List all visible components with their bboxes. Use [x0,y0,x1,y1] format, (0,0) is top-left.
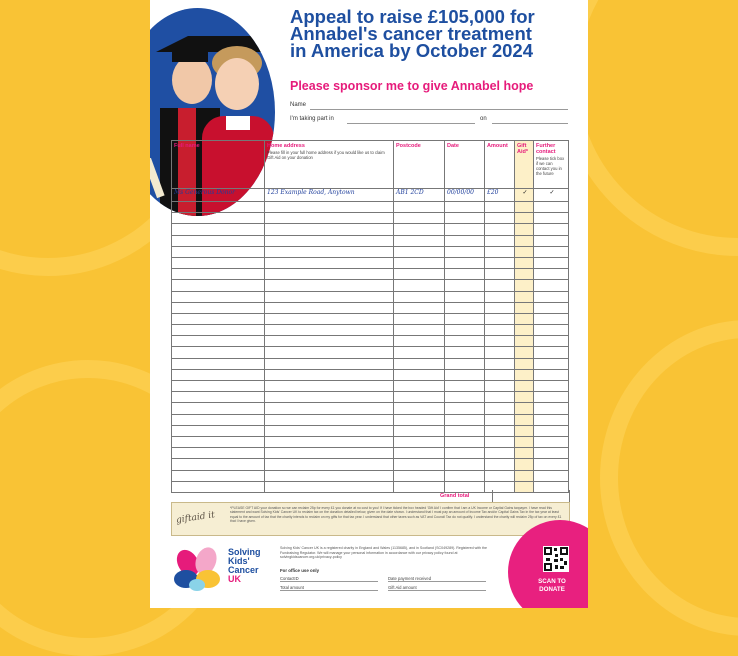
gift-aid-cell[interactable] [515,436,534,447]
date-cell[interactable] [445,481,485,492]
name-field[interactable] [310,109,568,110]
address-cell[interactable] [265,481,394,492]
amount-cell[interactable] [485,302,515,313]
address-cell[interactable] [265,392,394,403]
postcode-cell[interactable] [394,302,445,313]
date-cell[interactable] [445,414,485,425]
postcode-cell[interactable] [394,381,445,392]
example-row [172,189,569,202]
date-cell[interactable] [445,202,485,213]
date-cell[interactable] [445,280,485,291]
address-cell[interactable] [265,246,394,257]
contact-cell[interactable] [534,358,569,369]
table-row [172,459,569,470]
gift-aid-amount-field[interactable]: Gift Aid amount [388,585,486,591]
address-cell[interactable] [265,325,394,336]
charity-logo-icon [172,545,230,593]
full-name-cell[interactable] [172,436,265,447]
on-label: on [480,116,487,122]
legal-text: Solving Kids' Cancer UK is a registered charity in England and Wales (1135685), and in Scotland (SC049289). Registered with the Fundraising Regulator. We will manage your personal information in accordance with our privacy policy found at solvingkidscancer.org.uk/privacy-policy [280,546,488,560]
contact-cell[interactable] [534,347,569,358]
amount-cell[interactable] [485,381,515,392]
gift-aid-cell[interactable] [515,313,534,324]
full-name-cell[interactable] [172,235,265,246]
full-name-cell[interactable] [172,313,265,324]
date-cell[interactable] [445,369,485,380]
contact-cell[interactable] [534,403,569,414]
amount-cell[interactable] [485,414,515,425]
child-left-face [172,56,212,104]
address-cell[interactable] [265,403,394,414]
amount-cell[interactable] [485,313,515,324]
contact-cell[interactable] [534,235,569,246]
contact-cell[interactable] [534,213,569,224]
full-name-cell[interactable] [172,470,265,481]
contact-cell[interactable] [534,381,569,392]
total-amount-field[interactable]: Total amount [280,585,378,591]
full-name-cell[interactable] [172,414,265,425]
full-name-cell[interactable] [172,459,265,470]
address-cell[interactable] [265,459,394,470]
gift-aid-cell[interactable] [515,347,534,358]
appeal-subtitle: Please sponsor me to give Annabel hope [290,79,534,93]
contact-cell[interactable] [534,470,569,481]
contact-cell[interactable] [534,280,569,291]
table-row [172,325,569,336]
address-cell[interactable] [265,302,394,313]
table-row [172,414,569,425]
postcode-cell[interactable] [394,392,445,403]
table-row [172,403,569,414]
date-cell[interactable] [445,302,485,313]
address-cell[interactable] [265,414,394,425]
postcode-cell[interactable] [394,358,445,369]
sponsor-form-sheet [150,0,588,608]
address-cell[interactable] [265,213,394,224]
example-date: 00/00/00 [445,189,485,202]
postcode-cell[interactable] [394,448,445,459]
gift-aid-cell[interactable] [515,459,534,470]
table-row [172,246,569,257]
contact-cell[interactable] [534,302,569,313]
contact-cell[interactable] [534,269,569,280]
date-cell[interactable] [445,436,485,447]
amount-cell[interactable] [485,235,515,246]
full-name-cell[interactable] [172,257,265,268]
table-row [172,369,569,380]
date-cell[interactable] [445,336,485,347]
gift-aid-declaration [171,502,570,536]
full-name-cell[interactable] [172,336,265,347]
date-cell[interactable] [445,246,485,257]
taking-part-label: I'm taking part in [290,116,334,122]
date-payment-field[interactable]: Date payment received [388,576,486,582]
contact-cell[interactable] [534,325,569,336]
gift-aid-cell[interactable] [515,202,534,213]
address-cell[interactable] [265,381,394,392]
date-cell[interactable] [445,257,485,268]
gift-aid-cell[interactable] [515,336,534,347]
table-row [172,347,569,358]
address-cell[interactable] [265,224,394,235]
table-row [172,213,569,224]
example-contact-tick: ✓ [534,189,569,202]
date-cell[interactable] [445,381,485,392]
amount-cell[interactable] [485,224,515,235]
table-row [172,291,569,302]
table-row [172,381,569,392]
contact-cell[interactable] [534,414,569,425]
contact-cell[interactable] [534,246,569,257]
amount-cell[interactable] [485,436,515,447]
contact-cell[interactable] [534,436,569,447]
postcode-cell[interactable] [394,436,445,447]
contact-cell[interactable] [534,202,569,213]
gift-aid-cell[interactable] [515,392,534,403]
col-gift-aid: Gift Aid* [515,141,534,189]
gift-aid-cell[interactable] [515,269,534,280]
amount-cell[interactable] [485,448,515,459]
address-cell[interactable] [265,235,394,246]
postcode-cell[interactable] [394,403,445,414]
full-name-cell[interactable] [172,246,265,257]
table-header-row [172,141,569,189]
postcode-cell[interactable] [394,347,445,358]
address-cell[interactable] [265,436,394,447]
postcode-cell[interactable] [394,213,445,224]
child-right-face [215,58,259,110]
example-gift-aid-tick: ✓ [515,189,534,202]
address-cell[interactable] [265,269,394,280]
gift-aid-text: *PLEASE GIFT AID your donation so we can reclaim 25p for every £1 you donate at no cost to you! If I have ticked the box headed 'Gift Aid' I confirm that I am a UK Income or Capital Gains taxpayer. I have read this statement and want Solving Kids' Cancer UK to reclaim tax on the donation detailed below, given on the date shown. I understand that I must pay an amount of Income Tax and/or Capital Gains Tax in the tax year at least equal to the amount of tax that the charity intends to reclaim on my gifts for that tax year. I understand that other taxes such as VAT and Council Tax do not qualify. I understand the charity will reclaim 25p of tax on every £1 that I have given. [230,506,562,523]
amount-cell[interactable] [485,336,515,347]
gift-aid-logo: giftaid it [175,510,216,526]
full-name-cell[interactable] [172,403,265,414]
table-row [172,448,569,459]
full-name-cell[interactable] [172,369,265,380]
date-cell[interactable] [445,269,485,280]
gift-aid-cell[interactable] [515,257,534,268]
amount-cell[interactable] [485,358,515,369]
postcode-cell[interactable] [394,235,445,246]
amount-cell[interactable] [485,202,515,213]
postcode-cell[interactable] [394,369,445,380]
col-postcode: Postcode [394,141,445,189]
sponsor-table [171,140,569,493]
address-cell[interactable] [265,470,394,481]
gift-aid-cell[interactable] [515,224,534,235]
amount-cell[interactable] [485,269,515,280]
date-cell[interactable] [445,313,485,324]
contact-cell[interactable] [534,392,569,403]
date-cell[interactable] [445,291,485,302]
background-swirl [600,320,738,636]
home-address-note: Please fill in your full home address if you would like us to claim Gift Aid on your donation [267,150,385,160]
table-row [172,235,569,246]
date-cell[interactable] [445,213,485,224]
date-cell[interactable] [445,235,485,246]
gift-aid-cell[interactable] [515,280,534,291]
col-full-name: Full name [172,141,265,189]
name-label: Name [290,102,307,108]
gift-aid-cell[interactable] [515,302,534,313]
postcode-cell[interactable] [394,202,445,213]
postcode-cell[interactable] [394,481,445,492]
gift-aid-cell[interactable] [515,425,534,436]
contact-cell[interactable] [534,425,569,436]
contact-cell[interactable] [534,459,569,470]
address-cell[interactable] [265,358,394,369]
table-row [172,425,569,436]
gift-aid-cell[interactable] [515,213,534,224]
example-address: 123 Example Road, Anytown [265,189,394,202]
table-row [172,392,569,403]
amount-cell[interactable] [485,291,515,302]
col-home-address: Home address Please fill in your full home address if you would like us to claim Gift Aid on your donation [265,141,394,189]
table-row [172,313,569,324]
date-cell[interactable] [445,403,485,414]
full-name-cell[interactable] [172,291,265,302]
postcode-cell[interactable] [394,414,445,425]
scan-to-donate-text: SCAN TO DONATE [538,578,566,593]
amount-cell[interactable] [485,280,515,291]
table-row [172,269,569,280]
date-cell[interactable] [445,459,485,470]
example-amount: £20 [485,189,515,202]
table-row [172,358,569,369]
full-name-cell[interactable] [172,448,265,459]
contact-cell[interactable] [534,291,569,302]
postcode-cell[interactable] [394,470,445,481]
date-cell[interactable] [445,347,485,358]
amount-cell[interactable] [485,392,515,403]
amount-cell[interactable] [485,403,515,414]
address-cell[interactable] [265,291,394,302]
postcode-cell[interactable] [394,459,445,470]
amount-cell[interactable] [485,470,515,481]
example-postcode: AB1 2CD [394,189,445,202]
further-contact-note: Please tick box if we can contact you in the future [536,156,565,176]
appeal-title: Appeal to raise £105,000 for Annabel's cancer treatment in America by October 2024 [290,6,535,61]
taking-part-field[interactable] [347,123,475,124]
full-name-cell[interactable] [172,280,265,291]
amount-cell[interactable] [485,459,515,470]
date-cell[interactable] [445,448,485,459]
gift-aid-cell[interactable] [515,414,534,425]
gift-aid-cell[interactable] [515,291,534,302]
contact-id-field[interactable]: ContactID [280,576,378,582]
on-date-field[interactable] [492,123,568,124]
col-amount: Amount [485,141,515,189]
col-date: Date [445,141,485,189]
table-row [172,302,569,313]
table-row [172,336,569,347]
contact-cell[interactable] [534,313,569,324]
full-name-cell[interactable] [172,302,265,313]
gift-aid-cell[interactable] [515,325,534,336]
contact-cell[interactable] [534,224,569,235]
full-name-cell[interactable] [172,481,265,492]
postcode-cell[interactable] [394,325,445,336]
amount-cell[interactable] [485,425,515,436]
table-row [172,280,569,291]
contact-cell[interactable] [534,369,569,380]
contact-cell[interactable] [534,257,569,268]
address-cell[interactable] [265,313,394,324]
grand-total-label: Grand total [440,493,470,499]
postcode-cell[interactable] [394,269,445,280]
office-use-title: For office use only [280,568,320,573]
postcode-cell[interactable] [394,280,445,291]
amount-cell[interactable] [485,347,515,358]
postcode-cell[interactable] [394,313,445,324]
amount-cell[interactable] [485,369,515,380]
postcode-cell[interactable] [394,336,445,347]
postcode-cell[interactable] [394,291,445,302]
child-right-collar [226,116,250,130]
charity-logo-text: Solving Kids' Cancer UK [228,547,261,584]
date-cell[interactable] [445,392,485,403]
address-cell[interactable] [265,336,394,347]
full-name-cell[interactable] [172,325,265,336]
gift-aid-cell[interactable] [515,358,534,369]
gift-aid-cell[interactable] [515,470,534,481]
table-row [172,436,569,447]
gift-aid-cell[interactable] [515,403,534,414]
amount-cell[interactable] [485,246,515,257]
postcode-cell[interactable] [394,224,445,235]
address-cell[interactable] [265,448,394,459]
full-name-cell[interactable] [172,347,265,358]
postcode-cell[interactable] [394,425,445,436]
address-cell[interactable] [265,347,394,358]
date-cell[interactable] [445,358,485,369]
col-further-contact: Further contact Please tick box if we can contact you in the future [534,141,569,189]
date-cell[interactable] [445,425,485,436]
contact-cell[interactable] [534,336,569,347]
gift-aid-cell[interactable] [515,381,534,392]
full-name-cell[interactable] [172,392,265,403]
contact-cell[interactable] [534,448,569,459]
amount-cell[interactable] [485,325,515,336]
table-row [172,470,569,481]
postcode-cell[interactable] [394,257,445,268]
full-name-cell[interactable] [172,381,265,392]
full-name-cell[interactable] [172,224,265,235]
gift-aid-cell[interactable] [515,448,534,459]
qr-code-icon[interactable] [543,546,569,572]
full-name-cell[interactable] [172,358,265,369]
amount-cell[interactable] [485,257,515,268]
full-name-cell[interactable] [172,269,265,280]
address-cell[interactable] [265,257,394,268]
blank-rows [172,202,569,493]
date-cell[interactable] [445,470,485,481]
gift-aid-cell[interactable] [515,369,534,380]
amount-cell[interactable] [485,213,515,224]
date-cell[interactable] [445,325,485,336]
address-cell[interactable] [265,280,394,291]
address-cell[interactable] [265,202,394,213]
full-name-cell[interactable] [172,425,265,436]
address-cell[interactable] [265,369,394,380]
gift-aid-cell[interactable] [515,246,534,257]
example-full-name: Ms Generous Donor [172,189,265,202]
table-row [172,257,569,268]
graduation-cap-base [172,50,208,62]
table-row [172,202,569,213]
address-cell[interactable] [265,425,394,436]
full-name-cell[interactable] [172,213,265,224]
postcode-cell[interactable] [394,246,445,257]
gift-aid-cell[interactable] [515,235,534,246]
date-cell[interactable] [445,224,485,235]
full-name-cell[interactable] [172,202,265,213]
table-row [172,224,569,235]
